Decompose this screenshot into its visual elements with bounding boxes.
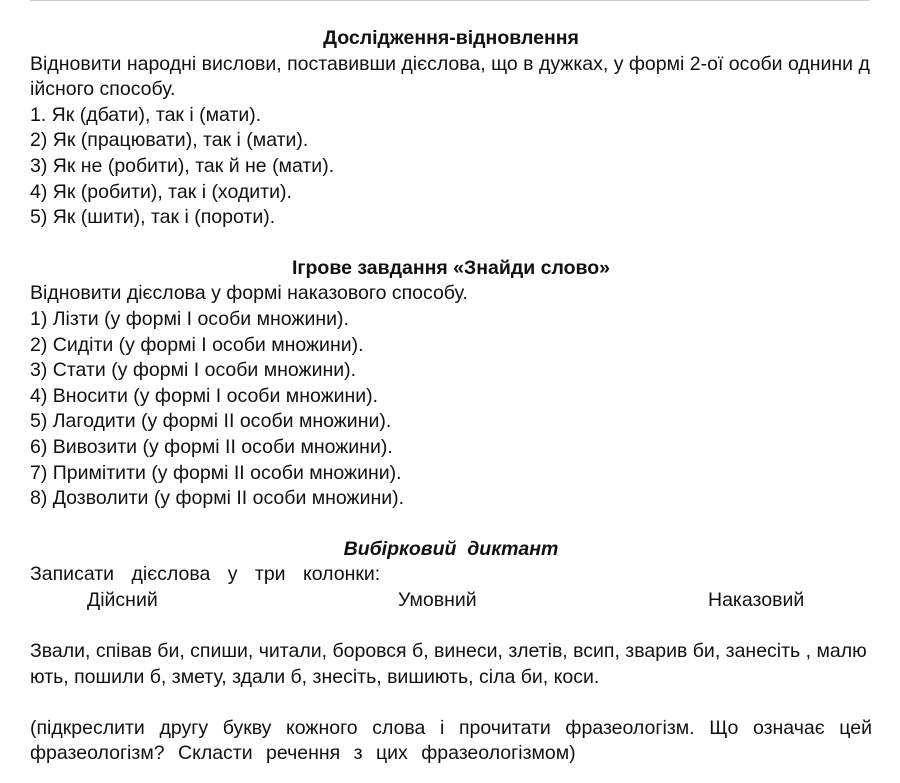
dictation-instruction: Записати дієслова у три колонки: [30,563,381,586]
research-item: 5) Як (шити), так і (пороти). [30,206,276,229]
game-item: 6) Вивозити (у формі ІІ особи множини). [30,435,393,458]
game-item: 5) Лагодити (у формі ІІ особи множини). [30,410,392,433]
game-item: 3) Стати (у формі І особи множини). [30,359,357,382]
column-header-indicative: Дійсний [87,588,158,611]
section-title-game: Ігрове завдання «Знайди слово» [291,256,611,279]
research-item: 1. Як (дбати), так і (мати). [30,103,262,126]
spacer [30,613,872,639]
game-item: 1) Лізти (у формі І особи множини). [30,307,349,330]
column-headers [30,588,872,614]
game-item: 7) Примітити (у формі ІІ особи множини). [30,461,402,484]
spacer [30,690,872,716]
game-item: 2) Сидіти (у формі І особи множини). [30,333,364,356]
research-item: 4) Як (робити), так і (ходити). [30,180,292,203]
section-title-research: Дослідження-відновлення [323,27,579,49]
dictation-words: Звали, співав би, спиши, читали, боровся б, винеси, злетів, всип, зварив би, занесіть , малюють, пошили б, змету, здали б, знесіть, вишиють, сіла би, коси. [30,640,867,688]
game-instruction: Відновити дієслова у формі наказового способу. [30,282,468,305]
research-item: 2) Як (працювати), так і (мати). [30,129,309,152]
research-instruction: Відновити народні вислови, поставивши дієслова, що в дужках, у формі 2-ої особи однини дійсного способу. [30,52,870,101]
dictation-note: (підкреслити другу букву кожного слова і прочитати фразеологізм. Що означає цей фразеологізм? Скласти речення з цих фразеологізмом) [30,716,872,765]
game-item: 4) Вносити (у формі І особи множини). [30,384,379,407]
column-header-imperative: Наказовий [708,588,805,611]
column-header-conditional: Умовний [398,588,477,611]
research-item: 3) Як не (робити), так й не (мати). [30,154,335,177]
top-divider [30,0,870,1]
document-page [30,26,872,767]
section-title-dictation: Вибірковий диктант [343,537,559,560]
game-item: 8) Дозволити (у формі ІІ особи множини). [30,487,405,510]
